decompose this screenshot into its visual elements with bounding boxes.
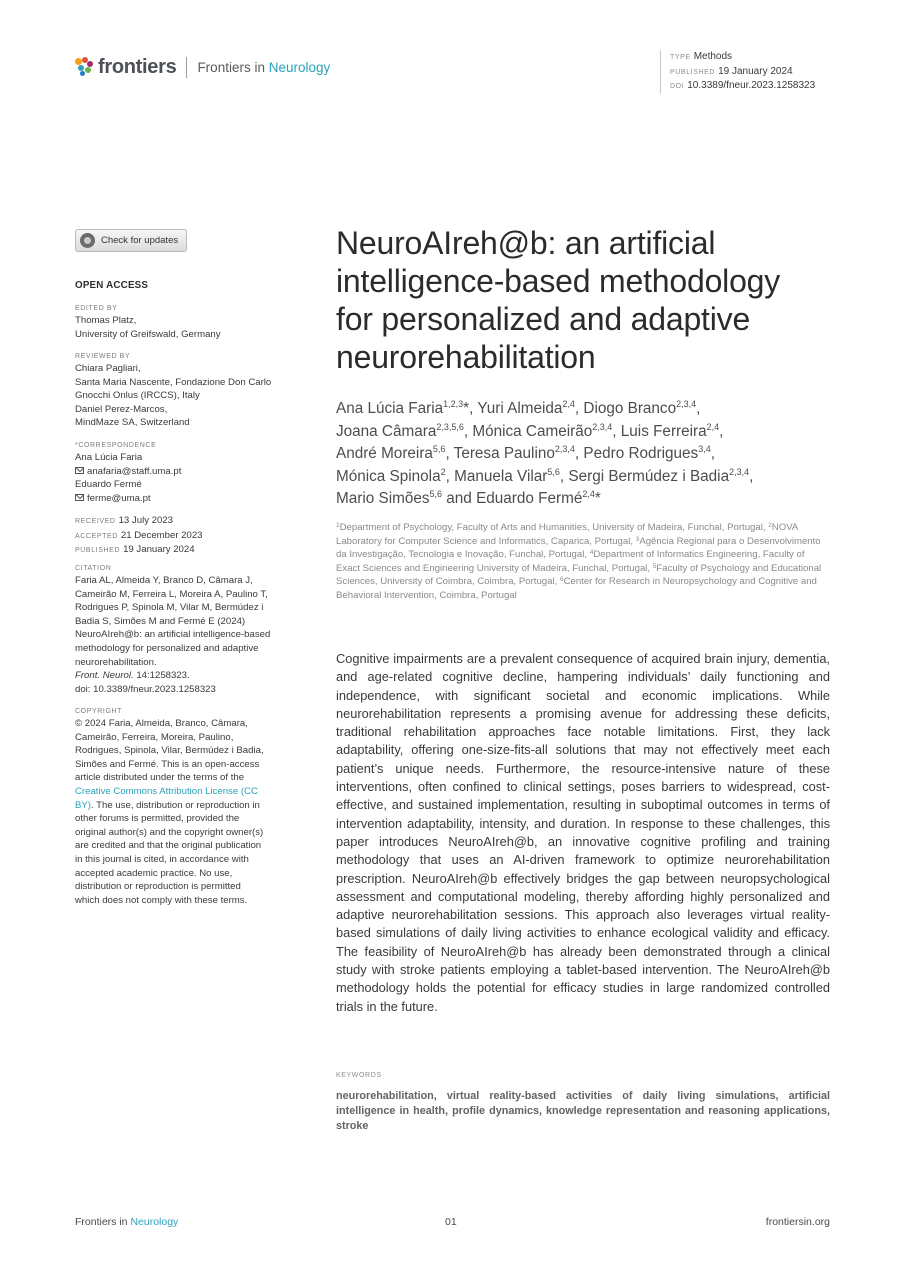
envelope-icon: [75, 494, 84, 501]
author: Eduardo Fermé: [476, 490, 583, 508]
meta-published: PUBLISHED 19 January 2024: [670, 65, 793, 77]
open-access-label: OPEN ACCESS: [75, 280, 149, 291]
author: Yuri Almeida: [477, 400, 563, 417]
copyright-section: COPYRIGHT © 2024 Faria, Almeida, Branco, Câmara, Cameirão, Ferreira, Moreira, Paulino, Rodrigues, Spinola, Vilar, Bermúdez i Badia, Simões and Fermé. This is an open-access article distributed under the terms of the Creative Commons Attribution License (CC BY). The use, distribution or reproduction in other forums is permitted, provided the original author(s) and the copyright owner(s) are credited and that the original publication in this journal is cited, in accordance with accepted academic practice. No use, distribution or reproduction is permitted which does not comply with these terms.: [75, 706, 300, 907]
frontiers-logo[interactable]: [75, 56, 330, 78]
author: Teresa Paulino: [453, 445, 555, 463]
author: Mario Simões: [336, 490, 430, 508]
author: Manuela Vilar: [454, 467, 548, 485]
envelope-icon: [75, 467, 84, 474]
author: Joana Câmara: [336, 422, 437, 440]
logo-divider: [186, 57, 187, 78]
edited-by-section: EDITED BY Thomas Platz, University of Greifswald, Germany: [75, 305, 221, 340]
article-meta: [660, 50, 815, 94]
email-link-1[interactable]: anafaria@staff.uma.pt: [75, 465, 300, 479]
author: André Moreira: [336, 445, 433, 463]
author: Pedro Rodrigues: [583, 445, 699, 463]
meta-type: TYPE Methods: [670, 51, 733, 62]
brand-name: frontiers: [98, 55, 177, 78]
author: Ana Lúcia Faria: [336, 400, 444, 417]
journal-name: Frontiers in Neurology: [197, 59, 331, 75]
author: Sergi Bermúdez i Badia: [568, 467, 730, 485]
dates-section: RECEIVED 13 July 2023 ACCEPTED 21 December 2023 PUBLISHED 19 January 2024: [75, 515, 203, 556]
email-link-2[interactable]: ferme@uma.pt: [75, 492, 300, 506]
page-number: 01: [445, 1216, 457, 1228]
author-list: Ana Lúcia Faria$^{1,2,3}$*, Yuri Almeida$^{2,4}$, Diogo Branco$^{2,3,4}$, Joana Câmara$^{2,3,5,6}$, Mónica Cameirão$^{2,3,4}$, Luis Ferreira$^{2,4}$, André Moreira$^{5,6}$, Teresa Paulino$^{2,3,4}$, Pedro Rodrigues$^{3,4}$, Mónica Spinola$^2$, Manuela Vilar$^{5,6}$, Sergi Bermúdez i Badia$^{2,3,4}$, Mario Simões$^{5,6}$ and Eduardo Fermé$^{2,4}$*: [336, 399, 754, 508]
meta-doi: DOI 10.3389/fneur.2023.1258323: [670, 80, 816, 91]
reviewed-by-section: REVIEWED BY Chiara Pagliari, Santa Maria Nascente, Fondazione Don Carlo Gnocchi Onlus (IRCCS), Italy Daniel Perez-Marcos, MindMaze SA, Switzerland: [75, 353, 272, 429]
article-title: NeuroAIreh@b: an artificial intelligence-based methodology for personalized and adaptive neurorehabilitation: [336, 225, 781, 375]
footer-site-link[interactable]: frontiersin.org: [765, 1216, 830, 1228]
check-updates-icon: [80, 233, 95, 248]
keywords: neurorehabilitation, virtual reality-based activities of daily living simulations, artificial intelligence in health, profile dynamics, knowledge representation and reasoning applications, stroke: [336, 1090, 830, 1132]
author: Luis Ferreira: [620, 422, 707, 440]
frontiers-logo-icon: [75, 57, 94, 77]
affiliations: $^1$Department of Psychology, Faculty of Arts and Humanities, University of Madeira, Funchal, Portugal, $^2$NOVA Laboratory for Computer Science and Informatics, Caparica, Portugal, $^3$Agência Regional para o Desenvolvimento da Investigação, Tecnologia e Inovação, Funchal, Portugal, $^4$Department of Informatics Engineering, Faculty of Exact Sciences and Engineering University of Madeira, Funchal, Portugal, $^5$Faculty of Psychology and Educational Sciences, University of Coimbra, Coimbra, Portugal, $^6$Center for Research in Neuropsychology and Cognitive and Behavioral Intervention, Coimbra, Portugal: [336, 522, 822, 601]
footer-journal: Frontiers in Neurology: [75, 1216, 179, 1228]
abstract: Cognitive impairments are a prevalent consequence of acquired brain injury, dementia, and age-related cognitive decline, hampering individuals’ daily functioning and independence, with significant societal and economic implications. While neurorehabilitation represents a promising avenue for addressing these deficits, traditional rehabilitation approaches face notable limitations. First, they lack adaptability, offering one-size-fits-all solutions that may not effectively meet each patient’s unique needs. Furthermore, the resource-intensive nature of these interventions, often confined to clinical settings, poses barriers to widespread, cost-effective, and sustained implementation, resulting in suboptimal outcomes in terms of intervention adaptability, intensity, and duration. In response to these challenges, this paper introduces NeuroAIreh@b, an innovative cognitive profiling and training methodology that uses an AI-driven framework to optimize neurorehabilitation prescription. NeuroAIreh@b effectively bridges the gap between neuropsychological assessment and computational modeling, thereby affording highly personalized and adaptive neurorehabilitation sessions. This approach also leverages virtual reality-based simulations of daily living activities to enhance ecological validity and efficacy. The feasibility of NeuroAIreh@b has already been demonstrated through a clinical study with stroke patients employing a tablet-based intervention. The NeuroAIreh@b methodology holds the potential for efficacy studies in large randomized controlled trials in the future.: [336, 651, 830, 1014]
license-link[interactable]: Creative Commons Attribution License (CC: [75, 785, 258, 797]
keywords-label: KEYWORDS: [336, 1072, 382, 1079]
author: Mónica Spinola: [336, 467, 441, 485]
check-for-updates-button[interactable]: Check for updates: [75, 229, 187, 252]
author: Mónica Cameirão: [472, 422, 593, 440]
author: Diogo Branco: [583, 400, 677, 417]
license-link-end[interactable]: BY): [75, 799, 91, 811]
correspondence-section: *CORRESPONDENCE Ana Lúcia Faria anafaria@staff.uma.pt Eduardo Fermé ferme@uma.pt: [75, 440, 300, 505]
citation-section: CITATION Faria AL, Almeida Y, Branco D, Câmara J, Cameirão M, Ferreira L, Moreira A, Paulino T, Rodrigues P, Spinola M, Vilar M, Bermúdez i Badia S, Simões M and Fermé E (2024) NeuroAIreh@b: an artificial intelligence-based methodology for personalized and adaptive neurorehabilitation. Front. Neurol. 14:1258323. doi: 10.3389/fneur.2023.1258323: [75, 565, 271, 695]
